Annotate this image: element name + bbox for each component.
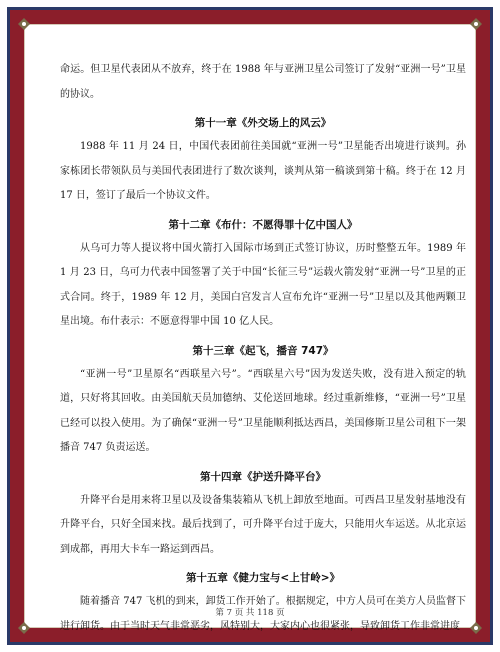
body-paragraph: 1988 年 11 月 24 日，中国代表团前往美国就“亚洲一号”卫星能否出境进行谈判。孙家栋团长带领队员与美国代表团进行了数次谈判，谈判从第一稿谈到第十稿。终于在 12 月 17 日，签订了最后一个协议文件。 bbox=[60, 141, 466, 201]
chapter-heading: 第十二章《布什：不愿得罪十亿中国人》 bbox=[168, 218, 358, 231]
body-paragraph: 升降平台是用来将卫星以及设备集装箱从飞机上卸放至地面。可西昌卫星发射基地没有升降平台，只好全国来找。最后找到了，可升降平台过于庞大，只能用火车运送。从北京运到成都，再用大卡车一路运到西昌。 bbox=[60, 494, 466, 555]
chapter-heading: 第十五章《健力宝与<上甘岭>》 bbox=[185, 572, 341, 584]
page-number-footer: 第 7 页 共 118 页 bbox=[215, 608, 285, 618]
page-border-frame bbox=[7, 7, 493, 645]
corner-ornament-icon bbox=[467, 15, 485, 33]
body-paragraph: 随着播音 747 飞机的到来，卸货工作开始了。根据规定，中方人员可在美方人员监督下进行卸货。由于当时天气非常恶劣，风特别大，大家内心也很紧张，导致卸货工作非常进度 bbox=[60, 596, 466, 632]
body-paragraph: 命运。但卫星代表团从不放弃，终于在 1988 年与亚洲卫星公司签订了发射“亚洲一号”卫星的协议。 bbox=[60, 64, 466, 100]
document-page bbox=[24, 24, 476, 632]
corner-ornament-icon bbox=[15, 619, 33, 637]
body-paragraph: 从乌可力等人提议将中国火箭打入国际市场到正式签订协议，历时整整五年。1989 年 1 月 23 日，乌可力代表中国签署了关于中国“长征三号”运载火箭发射“亚洲一号”卫星的正式合同。终于，1989 年 12 月，美国白宫发言人宣布允许“亚洲一号”卫星以及其他两颗卫星出境。布什表示：不愿意得罪中国 10 亿人民。 bbox=[60, 242, 466, 327]
chapter-heading: 第十一章《外交场上的风云》 bbox=[194, 117, 332, 129]
chapter-heading: 第十三章《起飞，播音 747》 bbox=[192, 344, 334, 357]
chapter-heading: 第十四章《护送升降平台》 bbox=[200, 470, 326, 483]
corner-ornament-icon bbox=[15, 15, 33, 33]
body-paragraph: “亚洲一号”卫星原名“西联星六号”。“西联星六号”因为发送失败，没有进入预定的轨道，只好将其回收。由美国航天员加德纳、艾伦送回地球。经过重新维修，“亚洲一号”卫星已经可以投入使用。为了确保“亚洲一号”卫星能顺利抵达西昌，美国修斯卫星公司租下一架播音 747 负责运送。 bbox=[60, 368, 466, 453]
document-body bbox=[60, 58, 466, 639]
corner-ornament-icon bbox=[467, 619, 485, 637]
